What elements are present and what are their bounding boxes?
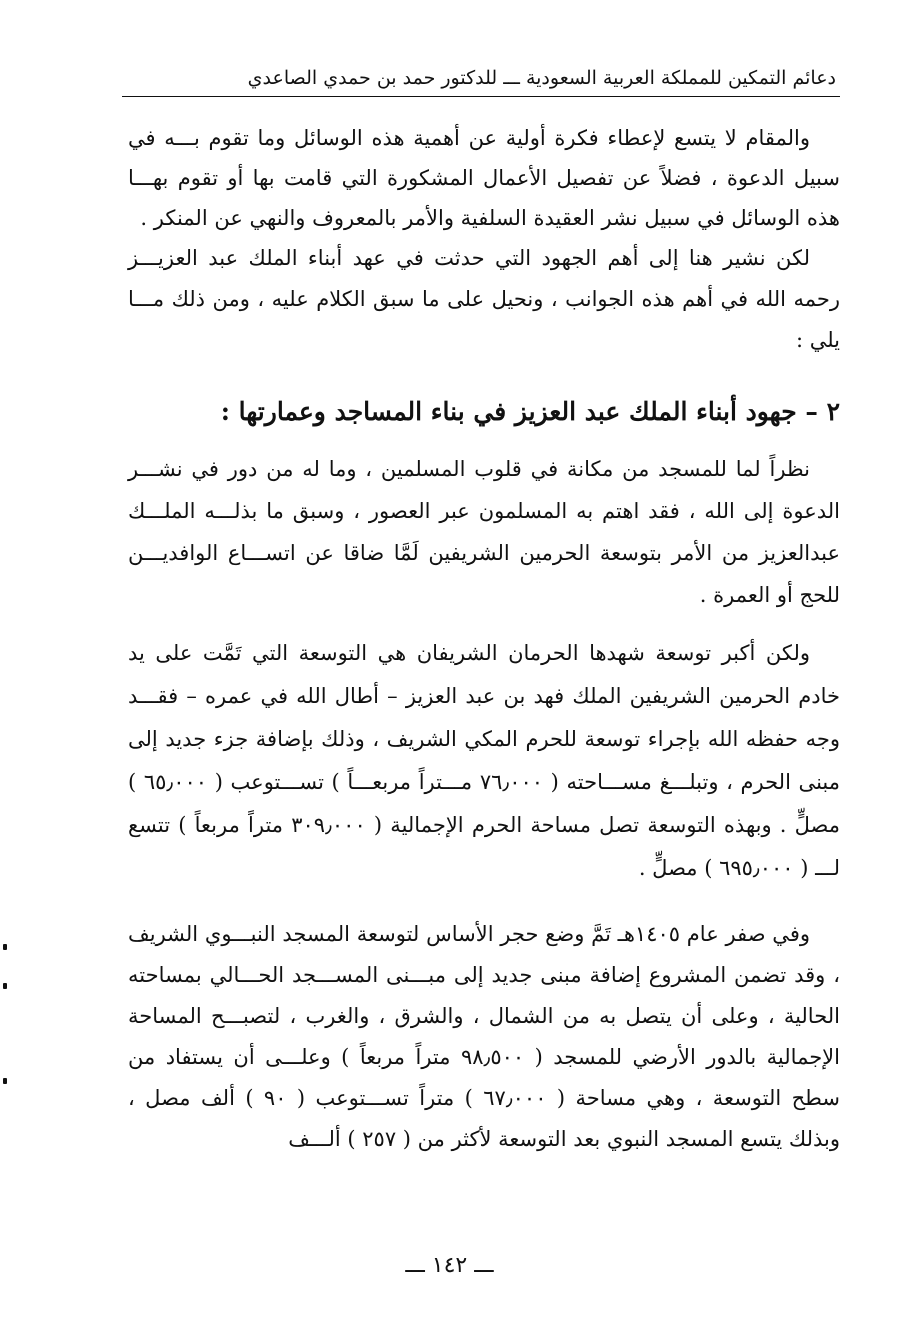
section-heading: ٢ – جهود أبناء الملك عبد العزيز في بناء المساجد وعمارتها : [220, 397, 840, 426]
paragraph-3-text: نظراً لما للمسجد من مكانة في قلوب المسلمين ، وما له من دور في نشـــر الدعوة إلى الله ، فقد اهتم به المسلمون عبر العصور ، وسبق ما بذلـــه الملـــك عبدالعزيز من الأمر بتوسعة الحرمين الشريفين لَمَّا ضاقا عن اتســـاع الوافديـــن للحج أو العمرة . [128, 457, 840, 607]
paragraph-2-text: لكن نشير هنا إلى أهم الجهود التي حدثت في عهد أبناء الملك عبد العزيـــز رحمه الله في أهم هذه الجوانب ، ونحيل على ما سبق الكلام عليه ، ومن ذلك مـــا يلي : [128, 246, 840, 352]
paragraph-4-text: ولكن أكبر توسعة شهدها الحرمان الشريفان هي التوسعة التي تَمَّت على يد خادم الحرمين الشريفين الملك فهد بن عبد العزيز – أطال الله في عمره – فقـــد وجه حفظه الله بإجراء توسعة للحرم المكي الشريف ، وذلك بإضافة جزء جديد إلى مبنى الحرم ، وتبلـــغ مســـاحته ( ٧٦٫٠٠٠ مـــتراً مربعـــاً ) تســـتوعب ( ٦٥٫٠٠٠ ) مصلٍّ . وبهذه التوسعة تصل مساحة الحرم الإجمالية ( ٣٠٩٫٠٠٠ متراً مربعاً ) تتسع لـــ ( ٦٩٥٫٠٠٠ ) مصلٍّ . [128, 641, 841, 880]
paragraph-1 [128, 118, 840, 238]
paragraph-3 [128, 448, 840, 616]
scan-margin-mark [3, 1078, 7, 1084]
paragraph-5 [128, 914, 840, 1160]
scan-margin-mark [3, 944, 7, 950]
paragraph-5-text: وفي صفر عام ١٤٠٥هـ تَمَّ وضع حجر الأساس لتوسعة المسجد النبـــوي الشريف ، وقد تضمن المشروع إضافة مبنى جديد إلى مبـــنى المســـجد الحـــالي بمساحته الحالية ، وعلى أن يتصل به من الشمال ، والشرق ، والغرب ، لتصبـــح المساحة الإجمالية بالدور الأرضي للمسجد ( ٩٨٫٥٠٠ متراً مربعاً ) وعلـــى أن يستفاد من سطح التوسعة ، وهي مساحة ( ٦٧٫٠٠٠ ) متراً تســـتوعب ( ٩٠ ) ألف مصل ، وبذلك يتسع المسجد النبوي بعد التوسعة لأكثر من ( ٢٥٧ ) ألـــف [128, 922, 840, 1151]
paragraph-1-text: والمقام لا يتسع لإعطاء فكرة أولية عن أهمية هذه الوسائل وما تقوم بـــه في سبيل الدعوة ، فضلاً عن تفصيل الأعمال المشكورة التي قامت بها أو تقوم بهـــا هذه الوسائل في سبيل نشر العقيدة السلفية والأمر بالمعروف والنهي عن المنكر . [128, 126, 840, 230]
paragraph-4 [128, 632, 840, 890]
scan-margin-mark [3, 983, 7, 989]
page-number: ـــ ١٤٢ ـــ [405, 1253, 494, 1278]
header-divider [122, 96, 840, 97]
running-header: دعائم التمكين للمملكة العربية السعودية ـــ للدكتور حمد بن حمدي الصاعدي [247, 67, 836, 89]
paragraph-2 [128, 238, 840, 361]
